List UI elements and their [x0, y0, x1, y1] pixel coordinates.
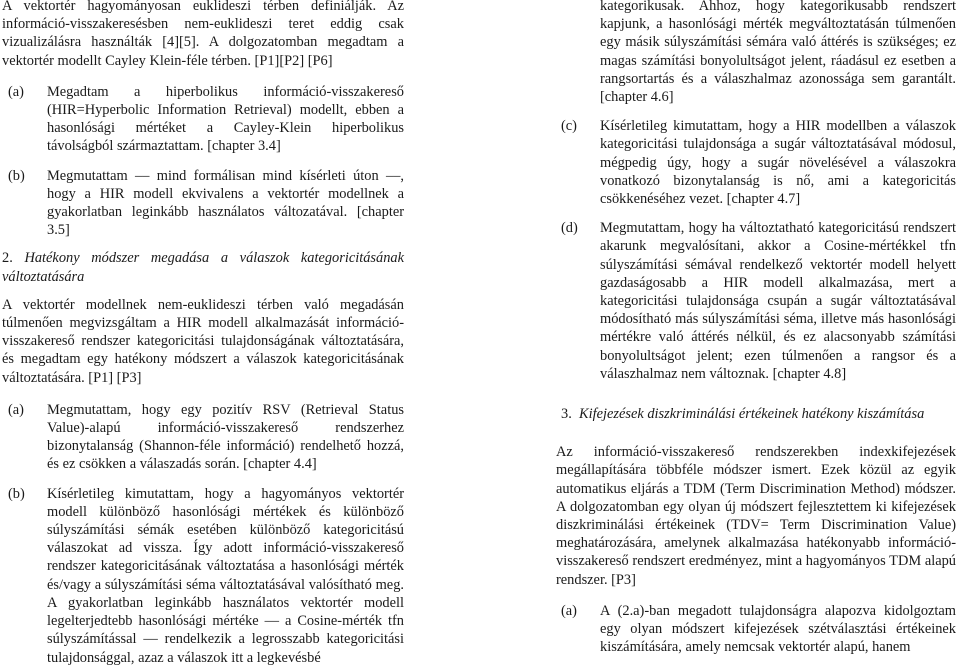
list-item-2d — [556, 219, 956, 383]
list-item-1b — [2, 167, 404, 240]
list-marker: (a) — [8, 83, 24, 100]
list-marker: (a) — [561, 602, 577, 619]
section-title: Kifejezések diszkriminálási értékeinek hatékony kiszámítása — [579, 406, 925, 423]
list-item-text: Megmutattam –– mind formálisan mind kísérleti úton ––, hogy a HIR modell ekvivalens a vektortér modellnek a gyakorlatban leginkább használatos változatával. [chapter 3.5] — [47, 167, 404, 239]
list-marker: (c) — [561, 118, 577, 135]
left-column — [2, 0, 404, 667]
list-item-2a — [2, 401, 404, 474]
list-item-text: Kísérletileg kimutattam, hogy a HIR modellben a válaszok kategoricitási tulajdonsága a sugár változtatásával módosul, mégpedig úgy, hogy a sugár növelésével a válaszokra vonatkozó bizonytalanság is nő, ami a kategoricitás csökkenéséhez vezet. [chapter 4.7] — [600, 118, 956, 208]
list-marker: (b) — [8, 167, 25, 184]
right-column — [556, 0, 956, 657]
list-item-text: A (2.a)-ban megadott tulajdonságra alapozva kidolgoztam egy olyan módszert kifejezések szétválasztási értékeinek kiszámítására, amely nemcsak vektortér alapú, hanem — [600, 602, 956, 656]
list-item-2b-continued — [556, 0, 956, 106]
list-marker: (d) — [561, 220, 578, 237]
list-item-text: Megmutattam, hogy ha változtatható kategoricitású rendszert akarunk megvalósítani, akkor a Cosine-mértékkel tfn súlyszámítási sémával rendelkező vektortér modell helyett gazdaságosabb a HIR modell alkalmazása, mert a kategoricitási tulajdonsága csupán a sugár változtatásával módosítható más súlyszámítási séma, illetve más hasonlósági mértékre való áttérés nélkül, és ez alacsonyabb számítási bonyolultságot jelent; ezen túlmenően a rangsor és a válaszhalmaz nem változnak. [chapter 4.8] — [600, 220, 956, 382]
list-item-3a — [556, 602, 956, 657]
list-item-text: kategorikusak. Ahhoz, hogy kategorikusabb rendszert kapjunk, a hasonlósági mérték megváltoztatásán túlmenően egy másik súlyszámítási sémára való áttérés is szükséges; ez magas számítási bonyolultságot jelent, ráadásul ez esetben a rangsortartás és a válaszhalmaz azonossága sem garantált. [chapter 4.6] — [600, 0, 956, 106]
intro-paragraph: A vektortér hagyományosan euklideszi térben definiálják. Az információ-visszakeresésben nem-euklideszi teret eddig csak vizualizálásra használták [4][5]. A dolgozatomban megadtam a vektortér modellt Cayley Klein-féle térben. [P1][P2] [P6] — [2, 0, 404, 69]
section-2-paragraph: A vektortér modellnek nem-euklideszi térben való megadásán túlmenően megvizsgáltam a HIR modell alkalmazását információ-visszakereső rendszer kategoricitási tulajdonságának változtatására, és megadtam egy hatékony módszert a válaszok kategoricitásának változtatására. [P1] [P3] — [2, 296, 404, 386]
section-title: Hatékony módszer megadása a válaszok kategoricitásának változtatására — [2, 250, 404, 285]
list-item-text: Megmutattam, hogy egy pozitív RSV (Retrieval Status Value)-alapú információ-visszakereső rendszerhez bizonytalanság (Shannon-féle információ) rendelhető hozzá, és ez csökken a válaszadás során. [chapter 4.4] — [47, 401, 404, 473]
list-marker: (a) — [8, 401, 24, 418]
section-heading-2 — [2, 249, 404, 285]
section-heading-3 — [556, 405, 956, 423]
section-3-paragraph: Az információ-visszakereső rendszerekben indexkifejezések megállapítására többféle módszer ismert. Ezek közül az egyik automatikus eljárás a TDM (Term Discrimination Method) módszer. A dolgozatomban egy olyan új módszert fejlesztettem ki kifejezések diszkriminálási értékeinek (TDV= Term Discrimination Value) meghatározására, amelynek alkalmazása hatékonyabb információ-visszakereső rendszert eredményez, mint a hagyományos TDM alapú rendszer. [P3] — [556, 444, 956, 588]
list-item-2b — [2, 485, 404, 667]
list-item-2c — [556, 117, 956, 208]
section-number: 2. — [2, 250, 13, 267]
list-item-1a — [2, 83, 404, 156]
list-item-text: Megadtam a hiperbolikus információ-visszakereső (HIR=Hyperbolic Information Retrieval) modellt, ebben a hasonlósági mértéket a Cayley-Klein hiperbolikus távolságból származtattam. [chapter 3.4] — [47, 83, 404, 155]
list-marker: (b) — [8, 485, 25, 502]
section-number: 3. — [561, 406, 572, 423]
list-item-text: Kísérletileg kimutattam, hogy a hagyományos vektortér modell különböző hasonlósági mértékek és különböző súlyszámítási sémák esetében különböző kategoricitású válaszokat ad vissza. Így adott információ-visszakereső rendszer kategoricitásának változtatása a hasonlósági mérték és/vagy a súlyszámítási séma változtatásával valósítható meg. A gyakorlatban leginkább használatos vektortér modell legelterjedtebb hasonlósági mértéke — a Cosine-mérték tfn súlyszámítással — rendelkezik a legrosszabb kategoricitási tulajdonsággal, azaz a válaszok itt a legkevésbé — [47, 485, 404, 666]
